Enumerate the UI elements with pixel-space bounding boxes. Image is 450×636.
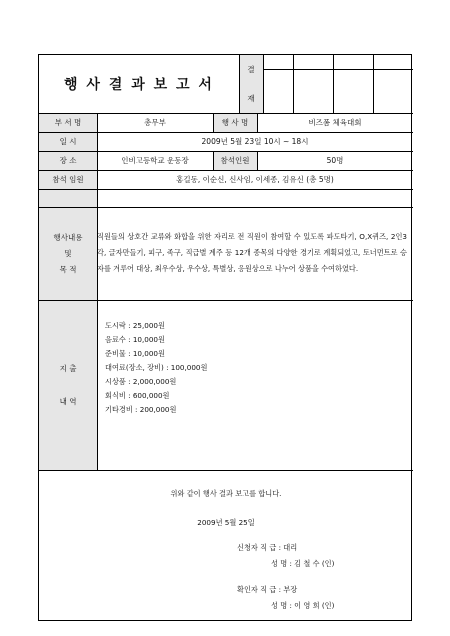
expense-item: 음료수 : 10,000원 <box>105 335 165 344</box>
applicant-rank: 신청자 직 급 : 대리 <box>237 543 298 552</box>
content-label-line: 및 <box>64 249 72 258</box>
dept-value: 총무부 <box>144 118 166 127</box>
row-divider <box>39 470 413 471</box>
expense-item: 대여료(장소, 장비) : 100,000원 <box>105 363 208 372</box>
expense-item: 준비물 : 10,000원 <box>105 349 165 358</box>
statement: 위와 같이 행사 결과 보고를 합니다. <box>170 489 282 498</box>
dept-label: 부 서 명 <box>54 118 82 127</box>
expense-item: 도시락 : 25,000원 <box>105 321 165 330</box>
count-label: 참석인원 <box>220 156 250 165</box>
approval-header-divider <box>263 69 413 70</box>
report-form <box>38 54 412 621</box>
approval-label-top: 결 <box>247 65 255 74</box>
attendee-label: 참석 임원 <box>52 175 84 184</box>
expenses-label-line: 지 출 <box>59 364 77 373</box>
applicant-name: 성 명 : 김 철 수 (인) <box>271 559 335 568</box>
expenses-label <box>39 300 97 470</box>
expense-item: 회식비 : 600,000원 <box>105 391 170 400</box>
content-label-line: 행사내용 <box>53 233 83 242</box>
date-label: 일 시 <box>59 137 77 146</box>
confirmer-name: 성 명 : 이 영 희 (인) <box>271 601 335 610</box>
confirmer-rank: 확인자 직 급 : 부장 <box>237 585 298 594</box>
approval-signature-box-divider <box>333 55 334 113</box>
approval-signature-box-divider <box>293 55 294 113</box>
count-value: 50명 <box>326 156 344 165</box>
approval-signature-box-divider <box>373 55 374 113</box>
event-label: 행 사 명 <box>221 118 249 127</box>
place-label: 장 소 <box>59 156 77 165</box>
expense-item: 시상품 : 2,000,000원 <box>105 377 177 386</box>
expense-item: 기타경비 : 200,000원 <box>105 405 177 414</box>
approval-divider <box>239 55 240 113</box>
content-label <box>39 207 97 300</box>
event-value: 비즈폼 체육대회 <box>308 118 362 127</box>
row-divider <box>39 189 413 190</box>
attendee-value: 홍길동, 이순신, 신사임, 이세종, 김유신 (총 5명) <box>176 175 334 184</box>
content-label-line: 목 적 <box>59 265 77 274</box>
page-title: 행 사 결 과 보 고 서 <box>64 77 214 93</box>
approval-label-bottom: 재 <box>247 94 255 103</box>
content-text: 직원들의 상호간 교류와 화합을 위한 자리로 전 직원이 참여할 수 있도록 파도타기, O,X퀴즈, 2인3각, 글자만들기, 피구, 족구, 직급별 계주 등 12개 종목의 다양한 경기로 계획되었고, 토너먼트로 승자를 겨루어 대상, 최우수상, 우수상, 특별상, 응원상으로 나누어 상품을 수여하였다. <box>97 232 407 273</box>
date-value: 2009년 5월 23일 10시 ~ 18시 <box>201 137 309 146</box>
expenses-label-line: 내 역 <box>59 397 77 406</box>
place-value: 인비고등학교 운동장 <box>121 156 189 165</box>
approval-divider <box>263 55 264 113</box>
report-date: 2009년 5월 25일 <box>197 518 255 527</box>
